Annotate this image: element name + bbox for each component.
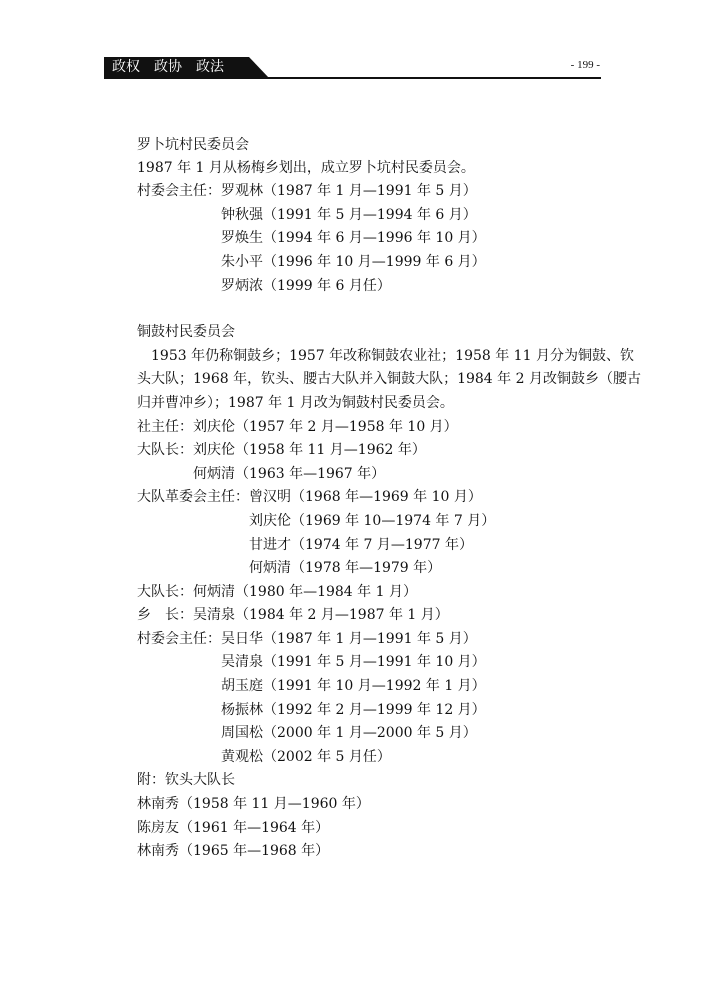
list-item: 周国松（2000 年 1 月—2000 年 5 月） bbox=[221, 725, 477, 741]
paragraph-line: 归并曹冲乡）；1987 年 1 月改为铜鼓村民委员会。 bbox=[137, 395, 454, 411]
list-item: 大队长：何炳清（1980 年—1984 年 1 月） bbox=[137, 584, 417, 600]
paragraph-line: 1953 年仍称铜鼓乡；1957 年改称铜鼓农业社；1958 年 11 月分为铜鼓、钦 bbox=[151, 348, 634, 364]
list-item: 何炳清（1963 年—1967 年） bbox=[193, 466, 386, 482]
section-intro: 1987 年 1 月从杨梅乡划出，成立罗卜坑村民委员会。 bbox=[137, 160, 475, 176]
list-item: 朱小平（1996 年 10 月—1999 年 6 月） bbox=[221, 254, 486, 270]
list-item: 吴清泉（1991 年 5 月—1991 年 10 月） bbox=[221, 654, 486, 670]
list-item: 村委会主任：罗观林（1987 年 1 月—1991 年 5 月） bbox=[137, 183, 477, 199]
list-item: 林南秀（1965 年—1968 年） bbox=[137, 843, 330, 859]
section-title: 政权 政协 政法 bbox=[112, 59, 224, 75]
header-rule bbox=[104, 77, 601, 79]
list-item: 大队长：刘庆伦（1958 年 11 月—1962 年） bbox=[137, 442, 426, 458]
list-item: 罗焕生（1994 年 6 月—1996 年 10 月） bbox=[221, 230, 486, 246]
list-item: 社主任：刘庆伦（1957 年 2 月—1958 年 10 月） bbox=[137, 419, 458, 435]
list-item: 罗炳浓（1999 年 6 月任） bbox=[221, 278, 391, 294]
list-item: 大队革委会主任：曾汉明（1968 年—1969 年 10 月） bbox=[137, 489, 482, 505]
list-item: 黄观松（2002 年 5 月任） bbox=[221, 749, 391, 765]
list-item: 林南秀（1958 年 11 月—1960 年） bbox=[137, 796, 370, 812]
section-heading: 罗卜坑村民委员会 bbox=[137, 137, 249, 153]
list-item: 胡玉庭（1991 年 10 月—1992 年 1 月） bbox=[221, 678, 486, 694]
section-heading: 铜鼓村民委员会 bbox=[137, 324, 235, 340]
list-item: 附：钦头大队长 bbox=[137, 772, 235, 788]
list-item: 甘进才（1974 年 7 月—1977 年） bbox=[249, 537, 473, 553]
list-item: 刘庆伦（1969 年 10—1974 年 7 月） bbox=[249, 513, 496, 529]
list-item: 村委会主任：吴日华（1987 年 1 月—1991 年 5 月） bbox=[137, 631, 477, 647]
list-item: 杨振林（1992 年 2 月—1999 年 12 月） bbox=[221, 702, 486, 718]
list-item: 钟秋强（1991 年 5 月—1994 年 6 月） bbox=[221, 207, 477, 223]
list-item: 乡 长：吴清泉（1984 年 2 月—1987 年 1 月） bbox=[137, 607, 449, 623]
list-item: 何炳清（1978 年—1979 年） bbox=[249, 560, 442, 576]
paragraph-line: 头大队；1968 年，钦头、腰古大队并入铜鼓大队；1984 年 2 月改铜鼓乡（腰古 bbox=[137, 371, 641, 387]
page-number: - 199 - bbox=[570, 59, 600, 71]
list-item: 陈房友（1961 年—1964 年） bbox=[137, 820, 330, 836]
